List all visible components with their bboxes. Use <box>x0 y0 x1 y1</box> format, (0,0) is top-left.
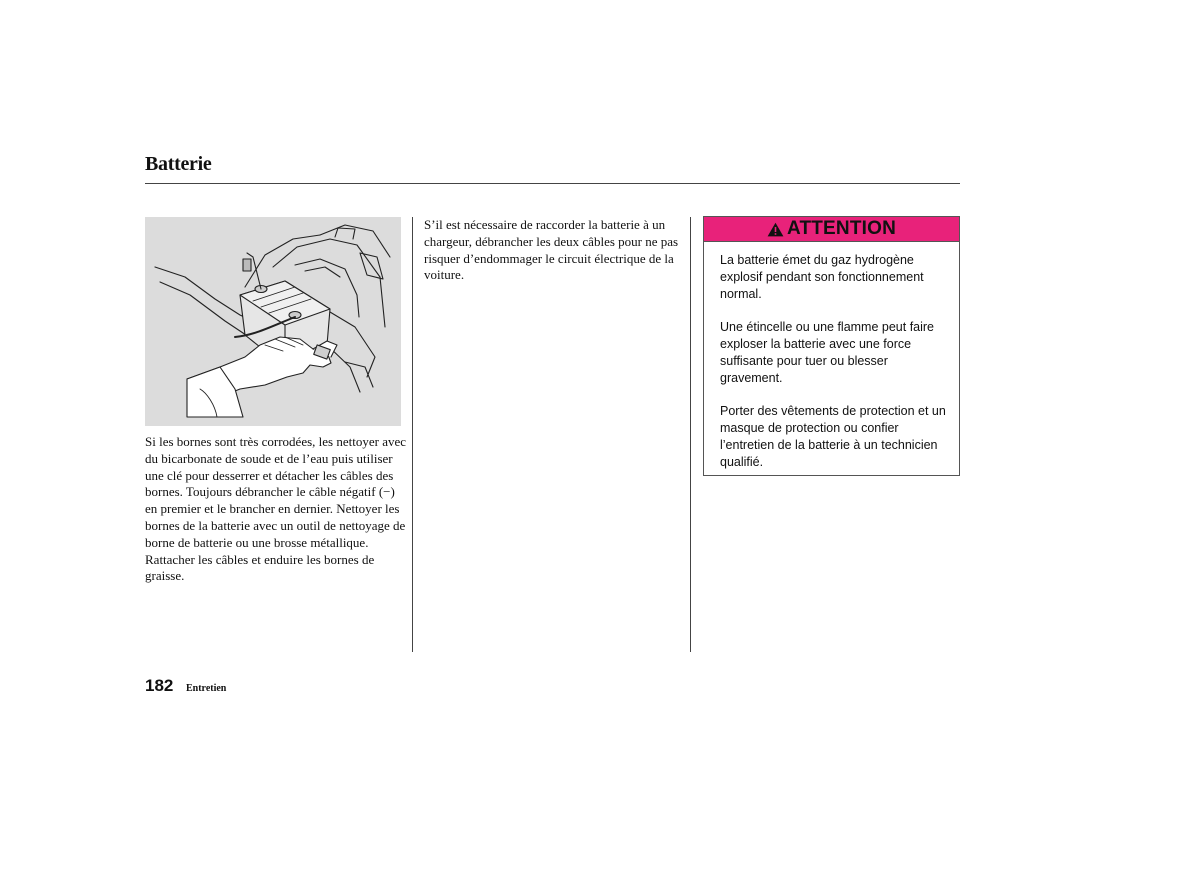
warning-triangle-icon <box>767 222 784 237</box>
column-divider-left <box>412 217 413 652</box>
warning-paragraph-3: Porter des vêtements de protection et un masque de protection ou confier l’entretien de la batterie à un technicien qualifié. <box>720 404 946 469</box>
warning-paragraph-2: Une étincelle ou une flamme peut faire exploser la batterie avec une force suffisante pour tuer ou blesser gravement. <box>720 320 935 385</box>
page-title: Batterie <box>145 153 212 175</box>
section-label: Entretien <box>186 683 227 694</box>
warning-box <box>703 216 960 476</box>
warning-header <box>704 217 959 242</box>
page-number: 182 <box>145 676 174 695</box>
title-rule <box>145 183 960 184</box>
column-divider-right <box>690 217 691 652</box>
left-paragraph: Si les bornes sont très corrodées, les nettoyer avec du bicarbonate de soude et de l’eau puis utiliser une clé pour desserrer et détacher les câbles des bornes. Toujours débrancher le câble négatif (−) en premier et le brancher en dernier. Nettoyer les bornes de la batterie avec un outil de nettoyage de borne de batterie ou une brosse métallique. Rattacher les câbles et enduire les bornes de graisse. <box>145 434 407 584</box>
middle-paragraph: S’il est nécessaire de raccorder la batterie à un chargeur, débrancher les deux câbles pour ne pas risquer d’endommager le circuit électrique de la voiture. <box>424 217 679 283</box>
battery-illustration <box>145 217 401 426</box>
warning-paragraph-1: La batterie émet du gaz hydrogène explosif pendant son fonctionnement normal. <box>720 253 924 301</box>
warning-heading: ATTENTION <box>786 218 897 239</box>
